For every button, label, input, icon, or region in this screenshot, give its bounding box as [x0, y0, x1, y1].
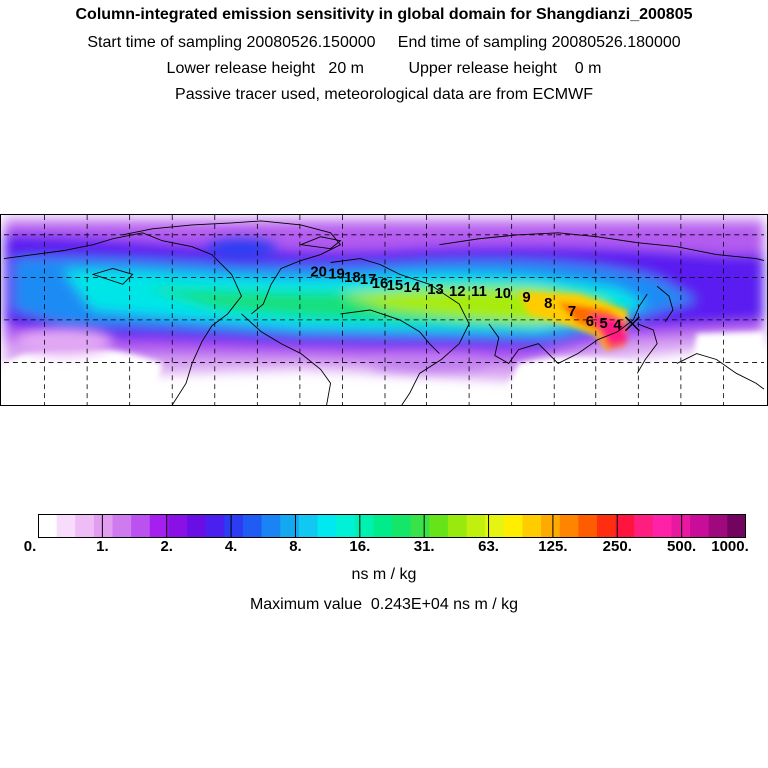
colorbar-cell — [113, 514, 132, 538]
trajectory-day-label: 6 — [585, 313, 594, 330]
colorbar-cell — [541, 514, 560, 538]
colorbar-units: ns m / kg — [351, 566, 417, 583]
colorbar-cell — [485, 514, 504, 538]
colorbar-cell — [411, 514, 430, 538]
trajectory-day-label: 7 — [567, 303, 577, 320]
trajectory-day-label: 13 — [427, 282, 444, 299]
release-height-line: Lower release height 20 m Upper release height 0 m — [166, 60, 602, 77]
colorbar-cell — [38, 514, 57, 538]
trajectory-day-label: 5 — [599, 315, 608, 332]
colorbar-tick-label: 125. — [538, 538, 568, 555]
trajectory-day-label: 10 — [494, 286, 511, 303]
colorbar-cell — [578, 514, 597, 538]
colorbar-cell — [429, 514, 448, 538]
trajectory-day-label: 11 — [471, 284, 487, 301]
colorbar-cell — [131, 514, 150, 538]
colorbar-cell — [94, 514, 113, 538]
colorbar-tick-label: 250. — [602, 538, 632, 555]
colorbar-cell — [317, 514, 336, 538]
colorbar-cell — [448, 514, 467, 538]
maximum-value-text: Maximum value 0.243E+04 ns m / kg — [249, 596, 519, 613]
trajectory-day-label: 16 — [371, 276, 389, 293]
trajectory-day-label: 14 — [403, 280, 420, 297]
colorbar-cell — [560, 514, 579, 538]
colorbar-cell — [243, 514, 262, 538]
colorbar-tick-label: 500. — [667, 538, 697, 555]
colorbar-tick-label: 0. — [23, 538, 37, 555]
colorbar-cell — [504, 514, 523, 538]
colorbar-tick-label: 4. — [224, 538, 238, 555]
colorbar-cell — [467, 514, 486, 538]
colorbar-cell — [690, 514, 709, 538]
colorbar-cell — [224, 514, 243, 538]
colorbar-cell — [355, 514, 374, 538]
colorbar-cell — [262, 514, 281, 538]
colorbar-tick-label: 31. — [413, 538, 435, 555]
trajectory-day-label: 15 — [386, 278, 404, 295]
colorbar-cell — [616, 514, 635, 538]
plot-title: Column-integrated emission sensitivity in global domain for Shangdianzi_200805 — [75, 6, 693, 23]
trajectory-day-label: 4 — [613, 317, 622, 334]
colorbar-tick-label: 1000. — [711, 538, 749, 555]
colorbar-cell — [336, 514, 355, 538]
colorbar-cell — [709, 514, 728, 538]
trajectory-day-label: 17 — [359, 272, 377, 289]
trajectory-day-label: 9 — [522, 290, 531, 307]
colorbar-cell — [392, 514, 411, 538]
colorbar-tick-label: 1. — [96, 538, 109, 555]
trajectory-day-label: 19 — [328, 266, 345, 283]
tracer-info-line: Passive tracer used, meteorological data are from ECMWF — [175, 86, 593, 103]
colorbar-cell — [280, 514, 299, 538]
colorbar-cell — [206, 514, 225, 538]
colorbar-cell — [653, 514, 672, 538]
colorbar-cell — [634, 514, 653, 538]
colorbar-cell — [75, 514, 94, 538]
colorbar — [38, 514, 746, 538]
colorbar-cell — [522, 514, 541, 538]
colorbar-tick-label: 8. — [289, 538, 302, 555]
trajectory-day-label: 18 — [344, 270, 361, 287]
trajectory-day-label: 20 — [310, 264, 327, 281]
trajectory-day-label: 8 — [544, 295, 553, 312]
colorbar-tick-label: 2. — [160, 538, 173, 555]
colorbar-cell — [299, 514, 318, 538]
colorbar-cell — [150, 514, 169, 538]
colorbar-cell — [187, 514, 206, 538]
colorbar-cell — [373, 514, 392, 538]
colorbar-cell — [597, 514, 616, 538]
colorbar-tick-label: 16. — [349, 538, 371, 555]
colorbar-cell — [671, 514, 690, 538]
sampling-time-line: Start time of sampling 20080526.150000 End time of sampling 20080526.180000 — [87, 34, 681, 51]
colorbar-tick-label: 63. — [478, 538, 499, 555]
colorbar-cell — [57, 514, 76, 538]
colorbar-cell — [727, 514, 746, 538]
trajectory-day-label: 12 — [448, 284, 466, 301]
emission-sensitivity-map — [0, 214, 768, 406]
colorbar-cell — [168, 514, 187, 538]
